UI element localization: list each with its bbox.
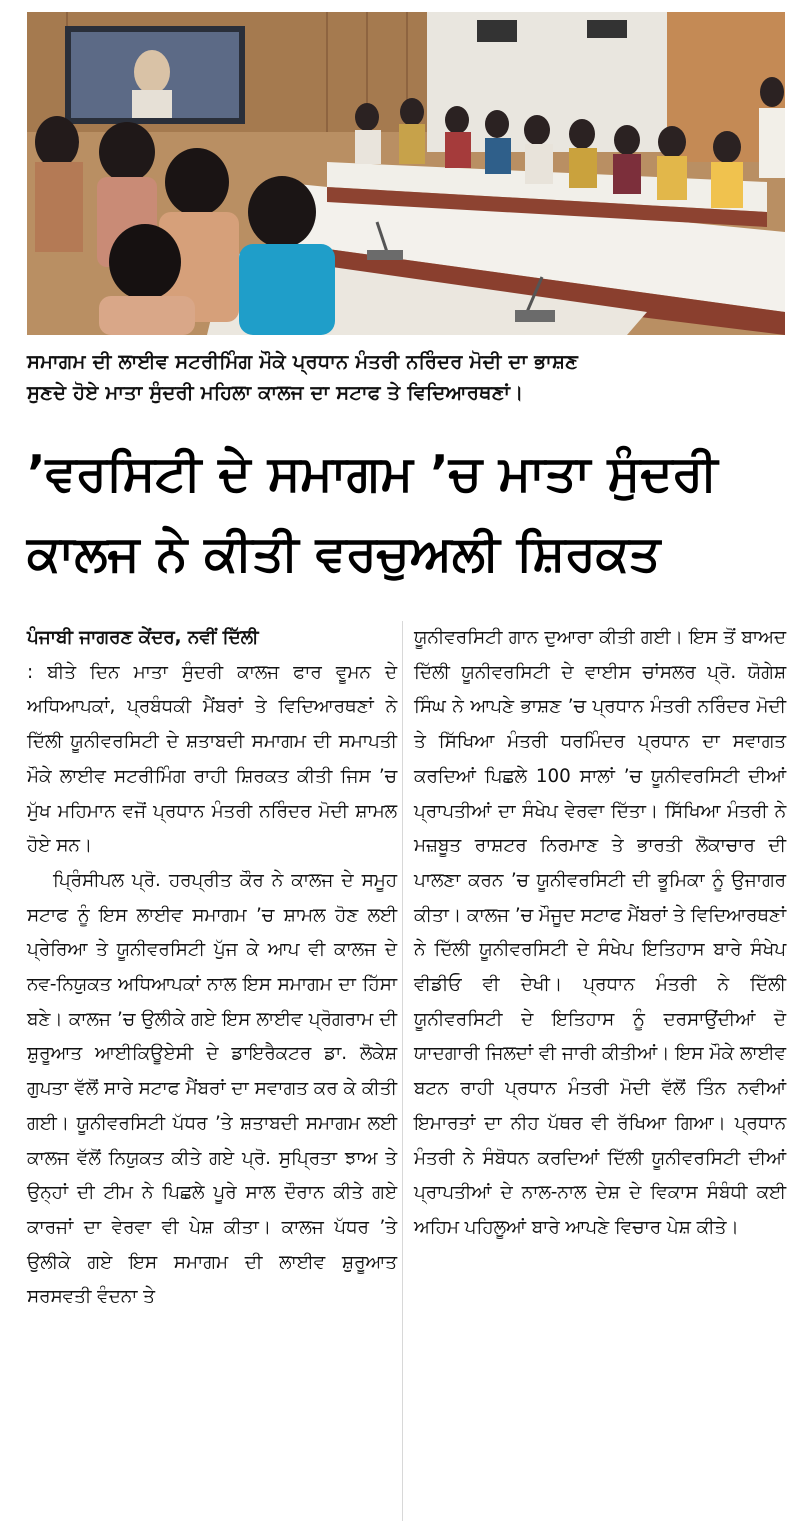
headline-line-1: ’ਵਰਸਿਟੀ ਦੇ ਸਮਾਗਮ ’ਚ ਮਾਤਾ ਸੁੰਦਰੀ <box>27 445 718 502</box>
caption-line-2: ਸੁਣਦੇ ਹੋਏ ਮਾਤਾ ਸੁੰਦਰੀ ਮਹਿਲਾ ਕਾਲਜ ਦਾ ਸਟਾਫ ਤੇ ਵਿਦਿਆਰਥਣਾਂ। <box>27 381 524 404</box>
article-paragraph-1: : ਬੀਤੇ ਦਿਨ ਮਾਤਾ ਸੁੰਦਰੀ ਕਾਲਜ ਫਾਰ ਵੂਮਨ ਦੇ ਅਧਿਆਪਕਾਂ, ਪ੍ਰਬੰਧਕੀ ਮੈਂਬਰਾਂ ਤੇ ਵਿਦਿਆਰਥਣਾਂ ਨੇ ਦਿੱਲੀ ਯੂਨੀਵਰਸਿਟੀ ਦੇ ਸ਼ਤਾਬਦੀ ਸਮਾਗਮ ਦੀ ਸਮਾਪਤੀ ਮੌਕੇ ਲਾਈਵ ਸਟਰੀਮਿੰਗ ਰਾਹੀ ਸ਼ਿਰਕਤ ਕੀਤੀ ਜਿਸ ’ਚ ਮੁੱਖ ਮਹਿਮਾਨ ਵਜੋਂ ਪ੍ਰਧਾਨ ਮੰਤਰੀ ਨਰਿੰਦਰ ਮੋਦੀ ਸ਼ਾਮਲ ਹੋਏ ਸਨ। <box>27 661 397 857</box>
event-photo <box>27 12 785 335</box>
caption-line-1: ਸਮਾਗਮ ਦੀ ਲਾਈਵ ਸਟਰੀਮਿੰਗ ਮੌਕੇ ਪ੍ਰਧਾਨ ਮੰਤਰੀ ਨਰਿੰਦਰ ਮੋਦੀ ਦਾ ਭਾਸ਼ਣ <box>27 350 579 373</box>
article-paragraph-3: ਯੂਨੀਵਰਸਿਟੀ ਗਾਨ ਦੁਆਰਾ ਕੀਤੀ ਗਈ। ਇਸ ਤੋਂ ਬਾਅਦ ਦਿੱਲੀ ਯੂਨੀਵਰਸਿਟੀ ਦੇ ਵਾਈਸ ਚਾਂਸਲਰ ਪ੍ਰੋ. ਯੋਗੇਸ਼ ਸਿੰਘ ਨੇ ਆਪਣੇ ਭਾਸ਼ਣ ’ਚ ਪ੍ਰਧਾਨ ਮੰਤਰੀ ਨਰਿੰਦਰ ਮੋਦੀ ਤੇ ਸਿੱਖਿਆ ਮੰਤਰੀ ਧਰਮਿੰਦਰ ਪ੍ਰਧਾਨ ਦਾ ਸਵਾਗਤ ਕਰਦਿਆਂ ਪਿਛਲੇ 100 ਸਾਲਾਂ ’ਚ ਯੂਨੀਵਰਸਿਟੀ ਦੀਆਂ ਪ੍ਰਾਪਤੀਆਂ ਦਾ ਸੰਖੇਪ ਵੇਰਵਾ ਦਿੱਤਾ। ਸਿੱਖਿਆ ਮੰਤਰੀ ਨੇ ਮਜ਼ਬੂਤ ਰਾਸ਼ਟਰ ਨਿਰਮਾਣ ਤੇ ਭਾਰਤੀ ਲੋਕਾਚਾਰ ਦੀ ਪਾਲਣਾ ਕਰਨ ’ਚ ਯੂਨੀਵਰਸਿਟੀ ਦੀ ਭੂਮਿਕਾ ਨੂੰ ਉਜਾਗਰ ਕੀਤਾ। ਕਾਲਜ ’ਚ ਮੌਜੂਦ ਸਟਾਫ ਮੈਂਬਰਾਂ ਤੇ ਵਿਦਿਆਰਥਣਾਂ ਨੇ ਦਿੱਲੀ ਯੂਨੀਵਰਸਿਟੀ ਦੇ ਸੰਖੇਪ ਇਤਿਹਾਸ ਬਾਰੇ ਸੰਖੇਪ ਵੀਡੀਓ ਵੀ ਦੇਖੀ। ਪ੍ਰਧਾਨ ਮੰਤਰੀ ਨੇ ਦਿੱਲੀ ਯੂਨੀਵਰਸਿਟੀ ਦੇ ਇਤਿਹਾਸ ਨੂੰ ਦਰਸਾਉਂਦੀਆਂ ਦੋ ਯਾਦਗਾਰੀ ਜਿਲਦਾਂ ਵੀ ਜਾਰੀ ਕੀਤੀਆਂ। ਇਸ ਮੌਕੇ ਲਾਈਵ ਬਟਨ ਰਾਹੀ ਪ੍ਰਧਾਨ ਮੰਤਰੀ ਮੋਦੀ ਵੱਲੋਂ ਤਿੰਨ ਨਵੀਆਂ ਇਮਾਰਤਾਂ ਦਾ ਨੀਹ ਪੱਥਰ ਵੀ ਰੱਖਿਆ ਗਿਆ। ਪ੍ਰਧਾਨ ਮੰਤਰੀ ਨੇ ਸੰਬੋਧਨ ਕਰਦਿਆਂ ਦਿੱਲੀ ਯੂਨੀਵਰਸਿਟੀ ਦੀਆਂ ਪ੍ਰਾਪਤੀਆਂ ਦੇ ਨਾਲ-ਨਾਲ ਦੇਸ਼ ਦੇ ਵਿਕਾਸ ਸੰਬੰਧੀ ਕਈ ਅਹਿਮ ਪਹਿਲੂਆਂ ਬਾਰੇ ਆਪਣੇ ਵਿਚਾਰ ਪੇਸ਼ ਕੀਤੇ। <box>414 627 787 1238</box>
article-paragraph-2: ਪ੍ਰਿੰਸੀਪਲ ਪ੍ਰੋ. ਹਰਪ੍ਰੀਤ ਕੌਰ ਨੇ ਕਾਲਜ ਦੇ ਸਮੂਹ ਸਟਾਫ ਨੂੰ ਇਸ ਲਾਈਵ ਸਮਾਗਮ ’ਚ ਸ਼ਾਮਲ ਹੋਣ ਲਈ ਪ੍ਰੇਰਿਆ ਤੇ ਯੂਨੀਵਰਸਿਟੀ ਪੁੱਜ ਕੇ ਆਪ ਵੀ ਕਾਲਜ ਦੇ ਨਵ-ਨਿਯੁਕਤ ਅਧਿਆਪਕਾਂ ਨਾਲ ਇਸ ਸਮਾਗਮ ਦਾ ਹਿੱਸਾ ਬਣੇ। ਕਾਲਜ ’ਚ ਉਲੀਕੇ ਗਏ ਇਸ ਲਾਈਵ ਪ੍ਰੋਗਰਾਮ ਦੀ ਸ਼ੁਰੂਆਤ ਆਈਕਿਊਏਸੀ ਦੇ ਡਾਇਰੈਕਟਰ ਡਾ. ਲੋਕੇਸ਼ ਗੁਪਤਾ ਵੱਲੋਂ ਸਾਰੇ ਸਟਾਫ ਮੈਂਬਰਾਂ ਦਾ ਸਵਾਗਤ ਕਰ ਕੇ ਕੀਤੀ ਗਈ। ਯੂਨੀਵਰਸਿਟੀ ਪੱਧਰ ’ਤੇ ਸ਼ਤਾਬਦੀ ਸਮਾਗਮ ਲਈ ਕਾਲਜ ਵੱਲੋਂ ਨਿਯੁਕਤ ਕੀਤੇ ਗਏ ਪ੍ਰੋ. ਸੁਪ੍ਰਿਤਾ ਝਾਅ ਤੇ ਉਨ੍ਹਾਂ ਦੀ ਟੀਮ ਨੇ ਪਿਛਲੇ ਪੂਰੇ ਸਾਲ ਦੌਰਾਨ ਕੀਤੇ ਗਏ ਕਾਰਜਾਂ ਦਾ ਵੇਰਵਾ ਵੀ ਪੇਸ਼ ਕੀਤਾ। ਕਾਲਜ ਪੱਧਰ ’ਤੇ ਉਲੀਕੇ ਗਏ ਇਸ ਸਮਾਗਮ ਦੀ ਲਾਈਵ ਸ਼ੁਰੂਆਤ ਸਰਸਵਤੀ ਵੰਦਨਾ ਤੇ <box>27 869 397 1308</box>
column-divider <box>402 621 403 1521</box>
dateline: ਪੰਜਾਬੀ ਜਾਗਰਣ ਕੇਂਦਰ, ਨਵੀਂ ਦਿੱਲੀ <box>27 627 259 648</box>
headline-line-2: ਕਾਲਜ ਨੇ ਕੀਤੀ ਵਰਚੁਅਲੀ ਸ਼ਿਰਕਤ <box>27 525 661 582</box>
article-column-left <box>27 621 397 1315</box>
photo-caption <box>27 346 787 408</box>
article-column-right <box>414 621 786 1246</box>
headline <box>27 434 787 594</box>
photo-illustration <box>27 12 785 335</box>
